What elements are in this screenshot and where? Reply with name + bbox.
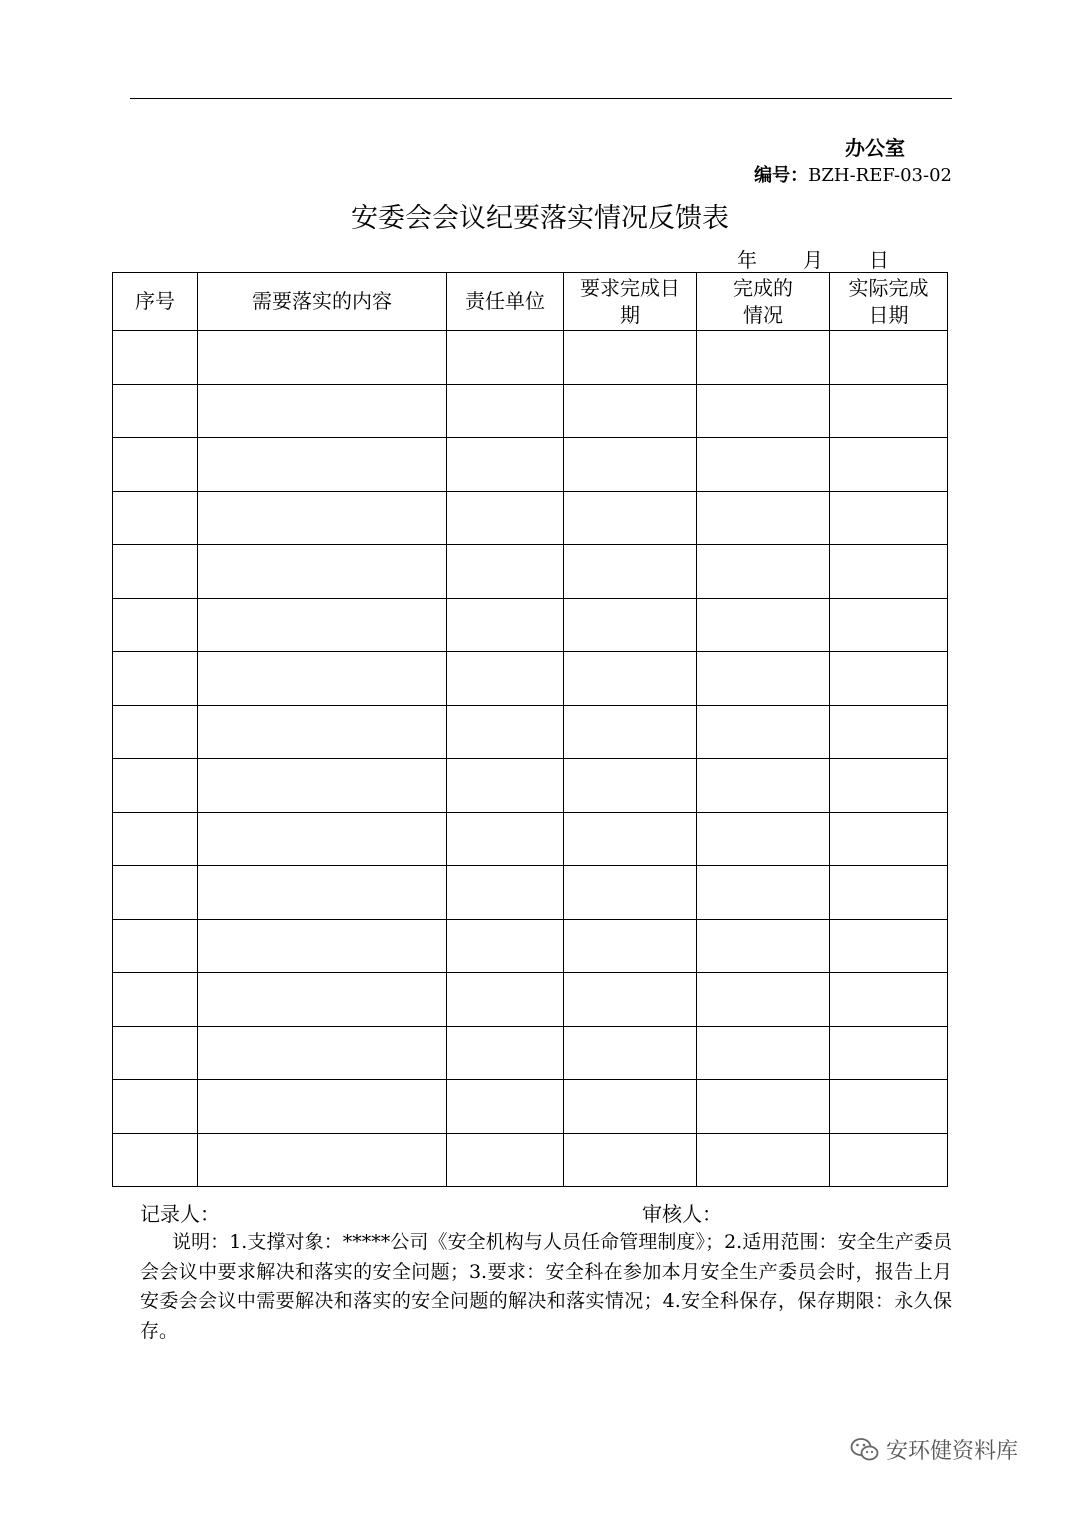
table-row xyxy=(113,759,948,813)
table-cell[interactable] xyxy=(830,919,948,973)
table-cell[interactable] xyxy=(830,1133,948,1187)
table-cell[interactable] xyxy=(564,438,697,492)
table-cell[interactable] xyxy=(697,652,830,706)
header-rule xyxy=(130,98,952,99)
table-cell[interactable] xyxy=(113,866,198,920)
code-value: BZH-REF-03-02 xyxy=(808,165,952,186)
table-cell[interactable] xyxy=(830,331,948,385)
table-row xyxy=(113,705,948,759)
table-row xyxy=(113,812,948,866)
table-row xyxy=(113,598,948,652)
table-cell[interactable] xyxy=(447,1080,564,1134)
table-cell[interactable] xyxy=(564,331,697,385)
explanation-note: 说明：1.支撑对象：*****公司《安全机构与人员任命管理制度》；2.适用范围：安全生产委员会会议中要求解决和落实的安全问题；3.要求：安全科在参加本月安全生产委员会时，报告上月安委会会议中需要解决和落实的安全问题的解决和落实情况；4.安全科保存，保存期限：永久保存。 xyxy=(140,1231,952,1342)
table-cell[interactable] xyxy=(830,438,948,492)
table-cell[interactable] xyxy=(564,919,697,973)
table-cell[interactable] xyxy=(697,1133,830,1187)
table-cell[interactable] xyxy=(830,866,948,920)
code-label: 编号： xyxy=(754,165,809,186)
table-cell[interactable] xyxy=(697,1080,830,1134)
table-cell[interactable] xyxy=(830,1080,948,1134)
table-cell[interactable] xyxy=(447,545,564,599)
table-cell[interactable] xyxy=(447,812,564,866)
table-cell[interactable] xyxy=(564,1026,697,1080)
table-cell[interactable] xyxy=(830,384,948,438)
table-cell[interactable] xyxy=(564,1080,697,1134)
table-cell[interactable] xyxy=(830,598,948,652)
table-cell[interactable] xyxy=(113,759,198,813)
table-cell[interactable] xyxy=(564,705,697,759)
table-cell[interactable] xyxy=(830,759,948,813)
table-cell[interactable] xyxy=(113,919,198,973)
watermark xyxy=(850,1434,1018,1465)
date-year: 年 xyxy=(737,248,757,272)
table-cell[interactable] xyxy=(113,812,198,866)
table-cell[interactable] xyxy=(198,331,447,385)
table-cell[interactable] xyxy=(113,1080,198,1134)
table-cell[interactable] xyxy=(447,973,564,1027)
table-cell[interactable] xyxy=(697,812,830,866)
table-cell[interactable] xyxy=(113,652,198,706)
table-cell[interactable] xyxy=(564,491,697,545)
table-cell[interactable] xyxy=(198,705,447,759)
table-cell[interactable] xyxy=(447,866,564,920)
table-cell[interactable] xyxy=(564,384,697,438)
table-cell[interactable] xyxy=(113,491,198,545)
table-cell[interactable] xyxy=(113,331,198,385)
table-cell[interactable] xyxy=(447,759,564,813)
table-cell[interactable] xyxy=(830,652,948,706)
table-cell[interactable] xyxy=(113,1026,198,1080)
recorder-label: 记录人： xyxy=(140,1202,220,1226)
table-cell[interactable] xyxy=(198,1080,447,1134)
table-cell[interactable] xyxy=(830,491,948,545)
table-cell[interactable] xyxy=(198,1026,447,1080)
table-cell[interactable] xyxy=(113,973,198,1027)
table-cell[interactable] xyxy=(830,705,948,759)
table-row xyxy=(113,331,948,385)
date-month: 月 xyxy=(803,248,823,272)
table-row xyxy=(113,1080,948,1134)
wechat-icon xyxy=(850,1437,880,1463)
table-cell[interactable] xyxy=(447,491,564,545)
table-row xyxy=(113,866,948,920)
feedback-table xyxy=(112,272,948,1187)
table-cell[interactable] xyxy=(564,598,697,652)
table-cell[interactable] xyxy=(697,491,830,545)
table-cell[interactable] xyxy=(564,652,697,706)
table-cell[interactable] xyxy=(198,759,447,813)
table-cell[interactable] xyxy=(564,973,697,1027)
table-cell[interactable] xyxy=(830,1026,948,1080)
table-cell[interactable] xyxy=(447,438,564,492)
table-cell[interactable] xyxy=(697,759,830,813)
table-cell[interactable] xyxy=(564,812,697,866)
department-label: 办公室 xyxy=(845,136,905,160)
table-cell[interactable] xyxy=(564,1133,697,1187)
table-cell[interactable] xyxy=(447,384,564,438)
table-header-row xyxy=(113,273,948,331)
table-row xyxy=(113,438,948,492)
table-cell[interactable] xyxy=(447,705,564,759)
table-cell[interactable] xyxy=(113,1133,198,1187)
table-row xyxy=(113,545,948,599)
table-cell[interactable] xyxy=(447,598,564,652)
table-cell[interactable] xyxy=(198,491,447,545)
table-cell[interactable] xyxy=(697,1026,830,1080)
reviewer-label: 审核人： xyxy=(642,1202,722,1226)
table-cell[interactable] xyxy=(697,919,830,973)
table-cell[interactable] xyxy=(447,919,564,973)
table-row xyxy=(113,1133,948,1187)
table-cell[interactable] xyxy=(447,1133,564,1187)
date-day: 日 xyxy=(869,248,889,272)
column-header-actual-date: 实际完成 日期 xyxy=(830,273,948,331)
table-row xyxy=(113,1026,948,1080)
table-cell[interactable] xyxy=(697,331,830,385)
signature-line xyxy=(140,1198,840,1227)
table-cell[interactable] xyxy=(198,1133,447,1187)
table-cell[interactable] xyxy=(198,545,447,599)
table-cell[interactable] xyxy=(198,438,447,492)
table-cell[interactable] xyxy=(113,545,198,599)
table-row xyxy=(113,973,948,1027)
table-cell[interactable] xyxy=(697,438,830,492)
table-cell[interactable] xyxy=(697,705,830,759)
column-header-completion-status: 完成的 情况 xyxy=(697,273,830,331)
column-header-required-date: 要求完成日 期 xyxy=(564,273,697,331)
column-header-number: 序号 xyxy=(113,273,198,331)
table-cell[interactable] xyxy=(113,384,198,438)
table-cell[interactable] xyxy=(830,545,948,599)
column-header-content: 需要落实的内容 xyxy=(198,273,447,331)
table-cell[interactable] xyxy=(198,866,447,920)
table-cell[interactable] xyxy=(447,1026,564,1080)
table-cell[interactable] xyxy=(198,384,447,438)
table-cell[interactable] xyxy=(697,545,830,599)
table-cell[interactable] xyxy=(697,866,830,920)
table-cell[interactable] xyxy=(564,759,697,813)
page-title: 安委会会议纪要落实情况反馈表 xyxy=(351,203,729,234)
table-cell[interactable] xyxy=(198,919,447,973)
table-body xyxy=(113,331,948,1187)
table-cell[interactable] xyxy=(113,705,198,759)
table-cell[interactable] xyxy=(697,384,830,438)
document-code xyxy=(754,161,952,187)
table-row xyxy=(113,652,948,706)
table-cell[interactable] xyxy=(830,973,948,1027)
table-cell[interactable] xyxy=(198,652,447,706)
table-cell[interactable] xyxy=(198,973,447,1027)
table-row xyxy=(113,384,948,438)
table-row xyxy=(113,919,948,973)
table-cell[interactable] xyxy=(564,866,697,920)
table-row xyxy=(113,491,948,545)
table-cell[interactable] xyxy=(198,598,447,652)
table-cell[interactable] xyxy=(113,438,198,492)
table-cell[interactable] xyxy=(697,598,830,652)
table-cell[interactable] xyxy=(697,973,830,1027)
table-cell[interactable] xyxy=(447,331,564,385)
table-cell[interactable] xyxy=(198,812,447,866)
table-cell[interactable] xyxy=(564,545,697,599)
table-cell[interactable] xyxy=(830,812,948,866)
table-cell[interactable] xyxy=(447,652,564,706)
table-cell[interactable] xyxy=(113,598,198,652)
watermark-text: 安环健资料库 xyxy=(886,1439,1019,1464)
column-header-responsible-unit: 责任单位 xyxy=(447,273,564,331)
